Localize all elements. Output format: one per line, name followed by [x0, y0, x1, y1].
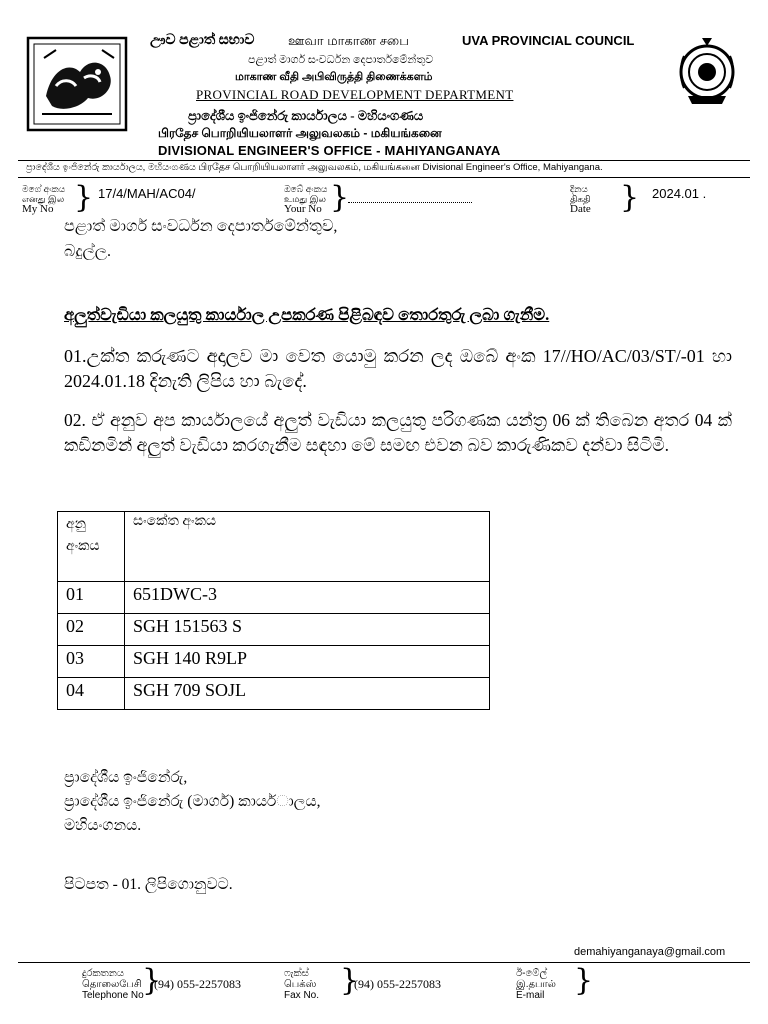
dept-name-sinhala: පළාත් මාර්ග සංවර්ධන දෙපාර්තමේන්තුව: [248, 54, 434, 66]
row-code: SGH 151563 S: [125, 614, 490, 646]
council-name-tamil: ஊவா மாகாண சபை: [288, 33, 409, 48]
header-rule-bottom: [18, 177, 750, 178]
row-code: 651DWC-3: [125, 582, 490, 614]
council-name-english: UVA PROVINCIAL COUNCIL: [462, 33, 635, 48]
table-header-row: [58, 512, 490, 582]
office-name-sinhala: ප්‍රාදේශීය ඉංජිනේරු කාර්යාලය - මහියංගණය: [188, 108, 424, 123]
table-row: [58, 582, 490, 614]
your-no-label: ඔබේ අංකය உமது இல Your No: [284, 184, 328, 215]
header-rule-top: [18, 160, 750, 161]
signature-office: ප්‍රාදේශීය ඉංජිනේරු (මාගර්) කායර්ාලය,: [64, 793, 321, 810]
my-no-brace: }: [74, 180, 94, 215]
header-serial-no: අනු අංකය: [58, 512, 125, 582]
fax-label: ෆැක්ස් பெக்ஸ் Fax No.: [284, 968, 320, 1001]
date-value: 2024.01 .: [652, 186, 707, 201]
email-brace: }: [574, 963, 594, 998]
table-row: [58, 614, 490, 646]
row-code: SGH 709 SOJL: [125, 678, 490, 710]
footer-email-address: demahiyanganaya@gmail.com: [574, 946, 726, 958]
your-no-brace: }: [330, 180, 350, 215]
office-name-tamil: பிரதேச பொறியியலாளர் அலுவலகம் - மகியங்கனை: [158, 126, 442, 140]
footer-rule: [18, 962, 750, 963]
signature-town: මහියංගනය.: [64, 817, 142, 834]
table-row: [58, 646, 490, 678]
paragraph-01: 01.උක්ත කරුණට අදාලව මා වෙත යොමු කරන ලද ඔබේ අංක 17//HO/AC/03/ST/-01 හා 2024.01.18 දිනැති ලිපිය හා බැදේ.: [64, 346, 732, 391]
equipment-code-table: [57, 511, 490, 710]
my-no-label: මගේ අංකය எனது இல My No: [22, 184, 66, 215]
addressee-line-2: බදුල්ල.: [64, 243, 111, 260]
dept-name-tamil: மாகாண வீதி அபிவிருத்தி திணைக்களம்: [235, 71, 433, 83]
row-serial: 02: [58, 614, 125, 646]
table-row: [58, 678, 490, 710]
subject-heading: අලුත්වැඩියා කලයුතු කාර්යාල උපකරණ පිළිබඳව තොරතුරු ලබා ගැනීම.: [64, 305, 550, 324]
fax-brace: }: [340, 963, 360, 998]
office-name-english: DIVISIONAL ENGINEER'S OFFICE - MAHIYANGANAYA: [158, 143, 501, 158]
telephone-label: දුරකතනය தொலைபேசி Telephone No: [82, 968, 144, 1001]
copy-note: පිටපත - 01. ලිපිගොනුවට.: [64, 876, 233, 893]
date-brace: }: [620, 180, 640, 215]
my-no-value: 17/4/MAH/AC04/: [98, 186, 196, 201]
addressee-line-1: පළාත් මාර්ග සංවර්ධන දෙපාර්තමේන්තුව,: [64, 218, 338, 235]
sri-lanka-emblem-seal: [674, 34, 740, 106]
office-address-strip: ප්‍රාදේශීය ඉංජිනේරු කාර්යාලය, මහියංගණය பிரதேச பொறியியலாளர் அலுவலகம், மகியங்கனை Divisional Engineer's Office, Mahiyangana.: [26, 162, 603, 173]
your-no-dotted-line: [348, 202, 472, 203]
row-serial: 03: [58, 646, 125, 678]
paragraph-02: 02. ඒ අනුව අප කාර්යාලයේ අලුත් වැඩියා කලයුතු පරිගණක යන්ත්‍ර 06 ක් තිබෙන අතර 04 ක් කඩිනමින් අලුත් වැඩියා කරගැනීම සඳහා මේ සමඟ එවන බව කාරුණිකව දන්වා සිටිමි.: [64, 410, 732, 455]
council-lion-emblem: [22, 28, 132, 138]
fax-value: (94) 055-2257083: [354, 977, 441, 991]
telephone-brace: }: [142, 963, 162, 998]
signature-title: ප්‍රාදේශීය ඉංජිනේරු,: [64, 769, 188, 786]
email-label: ඊ-මේල් இ.தபால் E-mail: [516, 968, 556, 1001]
dept-name-english: PROVINCIAL ROAD DEVELOPMENT DEPARTMENT: [196, 87, 514, 102]
row-code: SGH 140 R9LP: [125, 646, 490, 678]
date-label: දිනය திகதி Date: [570, 184, 591, 215]
header-code-no: සංකේත අංකය: [125, 512, 490, 582]
row-serial: 04: [58, 678, 125, 710]
council-name-sinhala: ඌව පළාත් සභාව: [150, 33, 255, 48]
telephone-value: (94) 055-2257083: [154, 977, 241, 991]
row-serial: 01: [58, 582, 125, 614]
signature-block: [64, 766, 321, 838]
